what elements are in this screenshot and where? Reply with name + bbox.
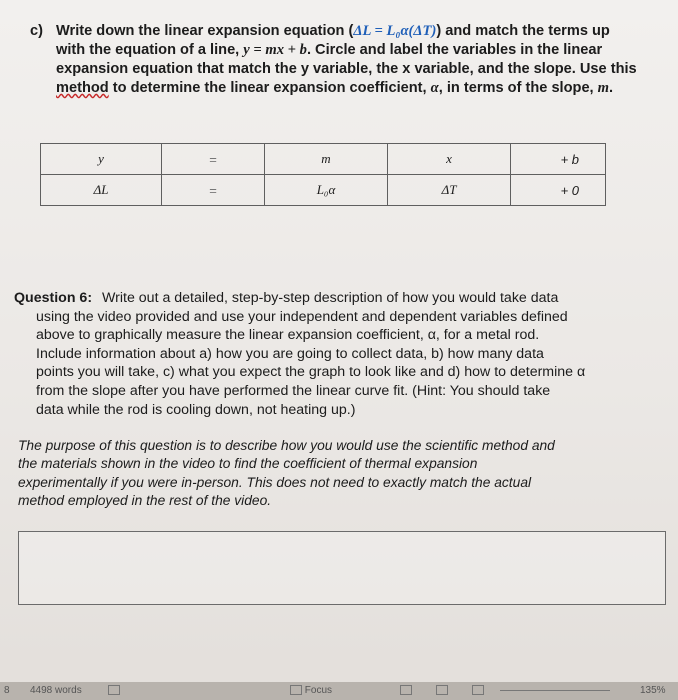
question-6-first-line: Question 6: Write out a detailed, step-by-step description of how you would take data bbox=[14, 290, 559, 306]
table-cell[interactable]: = bbox=[162, 144, 265, 175]
focus-button[interactable]: Focus bbox=[290, 685, 332, 696]
zoom-slider[interactable] bbox=[500, 690, 610, 691]
purpose-line: The purpose of this question is to describe how you would use the scientific method and bbox=[18, 438, 555, 453]
zoom-level[interactable]: 135% bbox=[640, 685, 666, 696]
line-equation: y = mx + b bbox=[243, 42, 307, 58]
table-cell[interactable]: y bbox=[41, 144, 162, 175]
focus-icon bbox=[290, 685, 302, 695]
question-6-body bbox=[36, 308, 664, 420]
question-6-line: using the video provided and use your independent and dependent variables defined bbox=[36, 308, 568, 325]
table-cell[interactable]: + 0 bbox=[511, 175, 606, 206]
web-layout-icon[interactable] bbox=[472, 685, 484, 696]
part-c-line-3: expansion equation that match the y variable, the x variable, and the slope. Use this bbox=[56, 61, 637, 77]
purpose-note bbox=[18, 437, 658, 511]
purpose-line: experimentally if you were in-person. This does not need to exactly match the actual bbox=[18, 474, 532, 490]
table-cell[interactable]: ΔT bbox=[388, 175, 511, 206]
table-cell[interactable]: = bbox=[162, 175, 265, 206]
print-layout-icon[interactable] bbox=[436, 685, 448, 696]
status-bar bbox=[0, 682, 678, 700]
word-count[interactable]: 4498 words bbox=[30, 685, 82, 696]
question-6-line: above to graphically measure the linear expansion coefficient, α, for a metal rod. bbox=[36, 327, 540, 344]
read-mode-icon[interactable] bbox=[400, 685, 412, 696]
table-row bbox=[41, 144, 606, 175]
question-6-heading: Question 6: bbox=[14, 290, 93, 306]
table-cell[interactable]: m bbox=[265, 144, 388, 175]
linear-expansion-equation: ΔL = L₀α(ΔT) bbox=[353, 23, 437, 39]
question-6-line: from the slope after you have performed the linear curve fit. (Hint: You should take bbox=[36, 382, 551, 399]
part-c-line-2: with the equation of a line, y = mx + b. Circle and label the variables in the linear bbox=[56, 42, 603, 58]
proofing-icon[interactable] bbox=[108, 685, 120, 696]
part-c-instructions bbox=[30, 22, 666, 98]
question-6-line: points you will take, c) what you expect the graph to look like and d) how to determine α bbox=[36, 364, 586, 381]
part-c-line-4: method to determine the linear expansion coefficient, α, in terms of the slope, m. bbox=[56, 80, 614, 96]
table-cell[interactable]: L₀α bbox=[265, 175, 388, 206]
purpose-line: the materials shown in the video to find the coefficient of thermal expansion bbox=[18, 456, 478, 472]
variable-match-table bbox=[40, 143, 606, 206]
table-cell[interactable]: ΔL bbox=[41, 175, 162, 206]
question-6-line: Include information about a) how you are going to collect data, b) how many data bbox=[36, 345, 544, 362]
answer-text-box[interactable] bbox=[18, 531, 666, 605]
question-6 bbox=[14, 289, 664, 419]
part-c-line-1: Write down the linear expansion equation (ΔL = L₀α(ΔT)) and match the terms up bbox=[56, 23, 610, 39]
part-c-label: c) bbox=[30, 23, 43, 39]
page-number[interactable]: 8 bbox=[4, 685, 10, 696]
purpose-line: method employed in the rest of the video. bbox=[18, 493, 272, 509]
table-cell[interactable]: + b bbox=[511, 144, 606, 175]
spellcheck-word[interactable]: method bbox=[56, 80, 109, 96]
table-cell[interactable]: x bbox=[388, 144, 511, 175]
question-6-line: data while the rod is cooling down, not heating up.) bbox=[36, 401, 356, 418]
table-row bbox=[41, 175, 606, 206]
